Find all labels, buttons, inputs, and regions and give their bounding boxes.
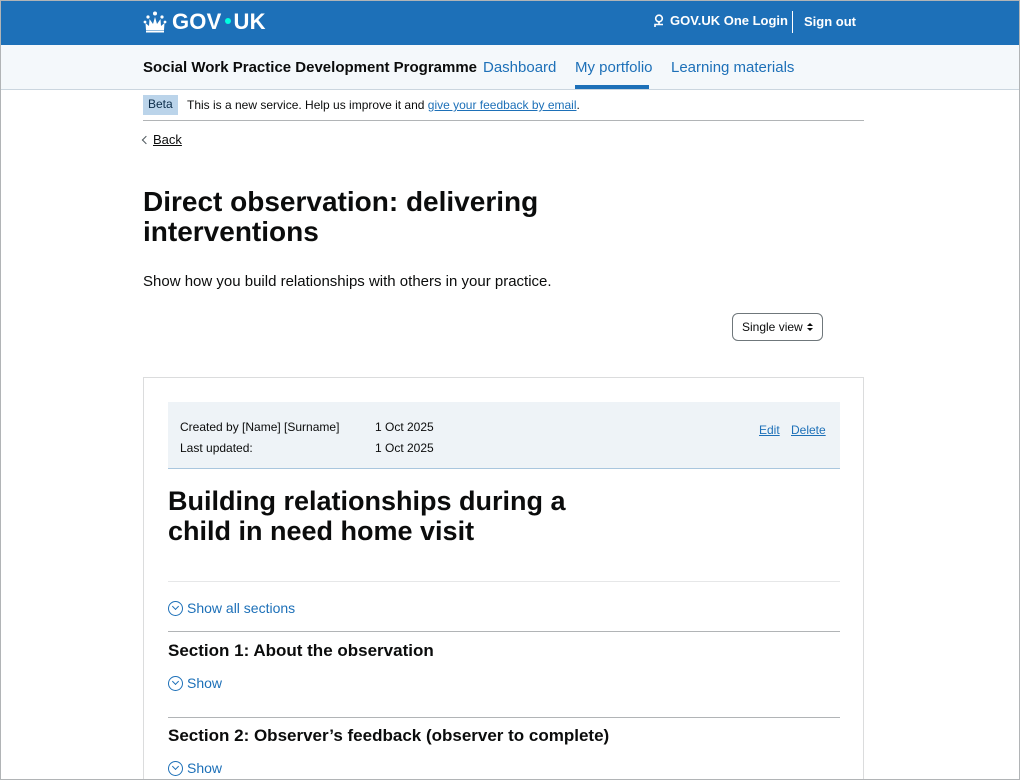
section-heading-1: Section 1: About the observation [168, 641, 434, 660]
logo-dot-icon [225, 18, 231, 24]
phase-tag: Beta [143, 95, 178, 115]
section-1-show-label: Show [187, 675, 223, 691]
logo-text-gov: GOV [172, 9, 222, 34]
view-select-value: Single view [742, 320, 803, 334]
chevron-down-circle-icon [168, 761, 183, 776]
entry-title: Building relationships during a child in need home visit [168, 486, 566, 546]
page-lead: Show how you build relationships with others in your practice. [143, 273, 552, 290]
user-icon [653, 14, 665, 28]
service-navigation [1, 45, 1020, 90]
view-select[interactable] [732, 313, 823, 341]
nav-item-dashboard[interactable]: Dashboard [483, 59, 557, 76]
page-title: Direct observation: delivering interventions [143, 186, 539, 247]
edit-link[interactable]: Edit [759, 423, 780, 437]
section-1-show-toggle[interactable] [168, 675, 222, 691]
back-link[interactable] [143, 132, 182, 147]
one-login-label: GOV.UK One Login [670, 13, 788, 28]
logo-text-uk: UK [233, 9, 266, 34]
service-name: Social Work Practice Development Programme [143, 59, 478, 76]
last-updated-date: 1 Oct 2025 [375, 441, 434, 455]
show-all-sections-label: Show all sections [187, 600, 296, 616]
feedback-link[interactable]: give your feedback by email [427, 98, 577, 112]
section-heading-2: Section 2: Observer’s feedback (observer to complete) [168, 726, 610, 745]
nav-active-indicator [575, 85, 649, 89]
created-date: 1 Oct 2025 [375, 420, 434, 434]
phase-banner-text [187, 98, 580, 112]
section-2-show-label: Show [187, 760, 223, 776]
phase-text-after: . [576, 98, 580, 112]
back-link-label: Back [153, 132, 182, 147]
phase-banner [143, 95, 864, 121]
delete-link[interactable]: Delete [791, 423, 826, 437]
created-by-label: Created by [Name] [Surname] [180, 420, 340, 434]
govuk-header [1, 1, 1020, 45]
section-2-show-toggle[interactable] [168, 760, 222, 776]
crown-icon [143, 11, 167, 33]
sign-out-link[interactable]: Sign out [804, 14, 856, 29]
chevron-down-circle-icon [168, 601, 183, 616]
nav-item-my-portfolio[interactable]: My portfolio [575, 59, 653, 76]
last-updated-label: Last updated: [180, 441, 253, 455]
select-arrows-icon [807, 322, 813, 332]
phase-text-before: This is a new service. Help us improve it and [187, 98, 428, 112]
portfolio-entry-card [143, 377, 864, 780]
entry-meta-panel [168, 402, 840, 469]
header-divider [792, 11, 793, 33]
section-divider [168, 717, 840, 718]
chevron-left-icon [142, 136, 150, 144]
govuk-logo-link[interactable] [143, 9, 266, 35]
one-login-link[interactable] [653, 13, 788, 28]
show-all-sections-button[interactable] [168, 600, 295, 616]
chevron-down-circle-icon [168, 676, 183, 691]
divider [168, 581, 840, 582]
nav-item-learning-materials[interactable]: Learning materials [671, 59, 795, 76]
section-divider [168, 631, 840, 632]
